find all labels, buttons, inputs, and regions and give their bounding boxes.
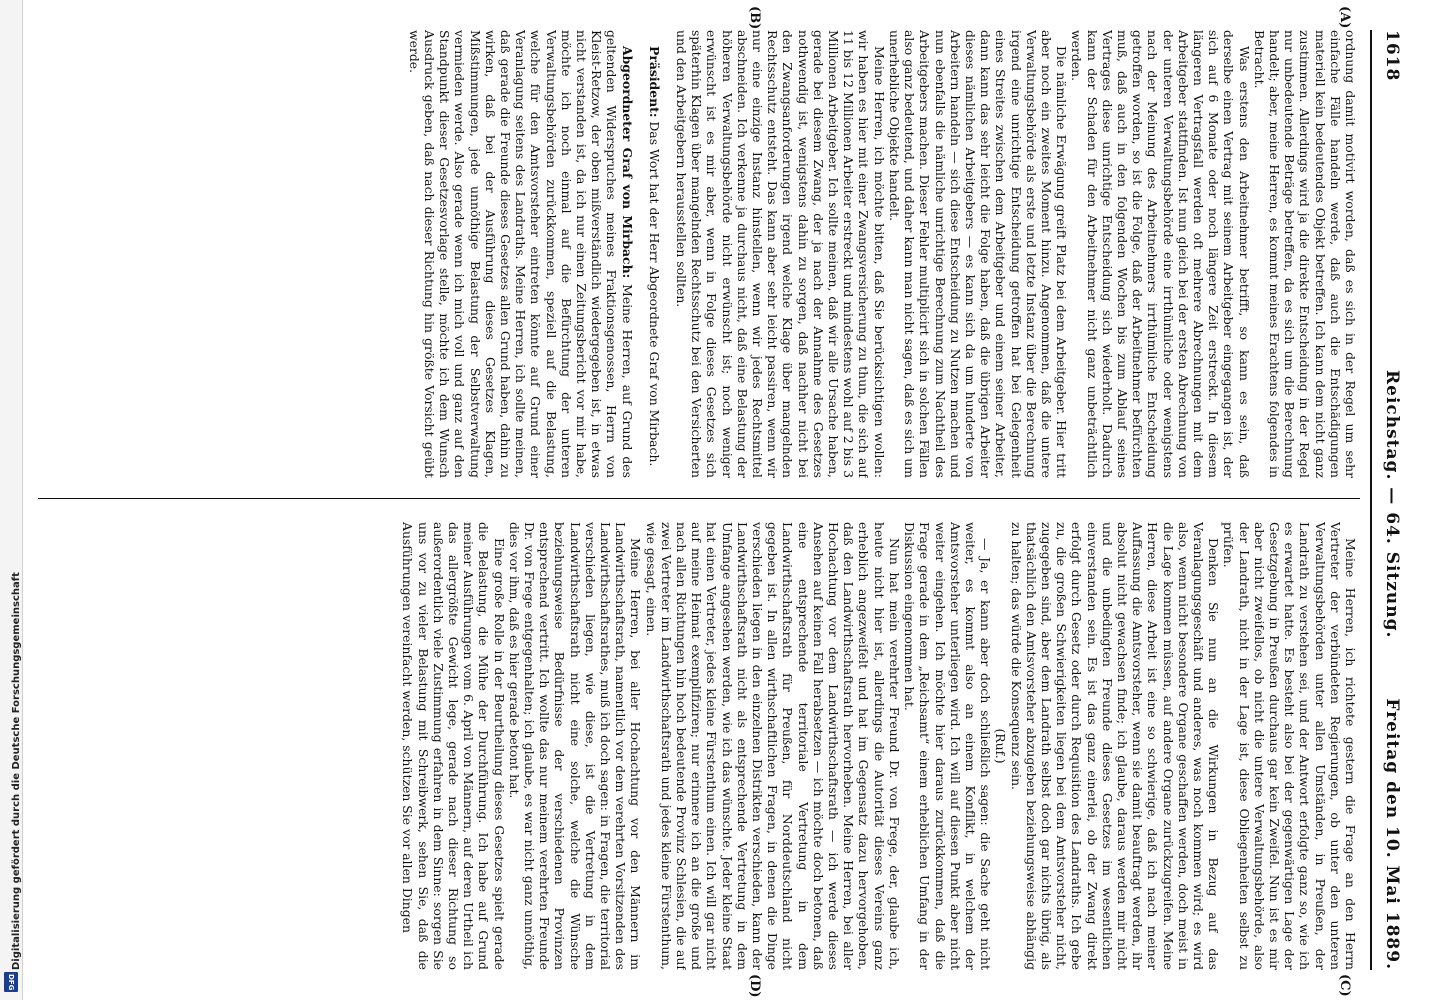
paragraph: Meine Herren, ich möchte bitten, daß Sie berücksichtigen wollen: wir haben es hier mit einer Zwangsversicherung zu thun, die sich auf 11 bis 12 Millionen Arbeiter erstreckt und mindestens wohl auf 2 bis 3 Millionen Arbeitgeber. Ich sollte meinen, daß wir alle Ursache haben, gerade bei diesem Zwang, der ja nach der Annahme des Gesetzes nothwendig ist, wenigstens dahin zu sorgen, daß nachher nicht bei den Zwangsanforderungen irgend welche Klage über mangelnden Rechtsschutz entsteht. Das kann aber sehr leicht passiren, wenn wir nur eine einzige Instanz hinstellen, wenn wir jedes Rechtsmittel abschneiden. Ich verkenne ja durchaus nicht, daß eine Belastung der höheren Verwaltungsbehörde nicht erwünscht ist; noch weniger erwünscht ist es mir aber, wenn in Folge dieses Gesetzes sich späterhin Klagen über mangelnden Rechtsschutz bei den Versicherten und den Arbeitgebern herausstellen sollten. <box>674 30 887 478</box>
margin-marker-d: (D) <box>747 974 762 998</box>
speaker-paragraph <box>407 30 635 478</box>
dfg-logo: DFG <box>4 972 18 992</box>
interjection: (Ruf.) <box>993 728 1009 764</box>
speaker-paragraph <box>647 30 662 478</box>
digitization-note-text: Digitalisierung gefördert durch die Deutsche Forschungsgemeinschaft <box>11 572 22 970</box>
digitization-note <box>0 0 23 1000</box>
right-column <box>38 522 1358 970</box>
paragraph: Meine Herren, ich richtete gestern die Frage an den Herrn Vertreter der verbündeten Regierungen, ob unter den unteren Verwaltungsbehörden unter allen Umständen, in Preußen, der Landrath zu verstehen sei, und der Antwort erfolgte ganz so, wie ich es erwartet hatte. Es besteht also bei der gegenwärtigen Lage der Gesetzgebung in Preußen durchaus gar kein Zweifel. Nun ist es mir aber nicht zweifellos, ob nicht die untere Verwaltungsbehörde, also der Landrath, nicht in der Lage ist, diese Obliegenheiten selbst zu prüfen. <box>1221 522 1358 970</box>
speech-text: Das Wort hat der Herr Abgeordnete Graf von Mirbach. <box>646 121 662 467</box>
newspaper-page <box>22 0 1432 1000</box>
speech-text: Meine Herren, auf Grund des geltenden Widerspruches meines Fraktionsgenossen, Herrn von Kleist-Retzow, der oben mißverständlich wiedergegeben ist, in etwas nicht verstanden ist, da ich nur einen Zeitungsbericht vor mir habe, möchte ich noch einmal auf die Befürchtung der unteren Verwaltungsbehörden zurückkommen, speziell auf die Belastung, welche für den Amtsvorsteher eintreten könnte auf Grund einer Veranlagung seitens des Landraths. Meine Herren, ich sollte meinen, daß gerade die Freunde dieses Gesetzes allen Grund haben, dahin zu wirken, daß bei der Ausführung dieses Gesetzes Klagen, Mißstimmungen, jede unnöthige Belastung der Selbstverwaltung vermieden werde. Also gerade wenn ich mich voll und ganz auf den Standpunkt dieser Gesetzesvorlage stelle, möchte ich dem Wunsch Ausdruck geben, daß nach dieser Richtung hin größte Vorsicht geübt werde. <box>406 30 635 478</box>
page-number: 1618 <box>1382 30 1402 82</box>
header-title: Reichstag. — 64. Sitzung. <box>1382 370 1402 639</box>
column-divider <box>38 498 1360 499</box>
margin-marker-a: (A) <box>1337 6 1352 29</box>
paragraph: Meine Herren, bei aller Hochachtung vor den Männern im Landwirthschaftsrath, namentlich vor dem verehrten Vorsitzenden des Landwirthschaftsrathes, muß ich doch sagen: in Fragen, die territorial verschieden liegen, wie diese, ist die Vertretung in dem Landwirthschaftsrath nicht eine solche, welche die Wünsche beziehungsweise Bedürfnisse der verschiedenen Provinzen entsprechend vertritt. Ich wollte das nur meinem verehrten Freunde Dr. von Frege entgegenhalten; ich glaube, es war nicht ganz unnöthig, dies vor ihm, daß es hier gerade betont hat. <box>506 522 644 970</box>
left-column <box>38 30 1358 478</box>
paragraph: Nun hat mein verehrter Freund Dr. von Frege, der, glaube ich, heute nicht hier ist, allerdings die Autorität dieses Vereins ganz erheblich angezweifelt und hat im Gegensatz dazu hervorgehoben, daß den Landwirthschaftsrath hervorheben. Meine Herren, bei aller Hochachtung vor dem Landwirthschaftsrath — ich werde dieses Ansehen auf keinen Fall herabsetzen — ich möchte doch betonen, daß eine entsprechende territoriale Vertretung in dem Landwirthschaftsrath für Preußen, für Norddeutschland nicht gegeben ist. In allen wirthschaftlichen Fragen, in denen die Dinge verschieden liegen in den einzelnen Distrikten verschieden, kann der Landwirthschaftsrath nicht als entsprechende Vertretung in dem Umfange angesehen werden, wie ich das wünschte. Jeder kleine Staat hat einen Vertreter, jedes kleine Fürstenthum einen. Ich will gar nicht auf meine Heimat exemplifiziren; nur erinnere ich an die große und nach allen Richtungen hin hoch bedeutende Provinz Schlesien, die auf zwei Vertreter im Landwirthschaftsrath und jedes kleine Fürstenthum, wie gesagt, einen. <box>643 522 902 970</box>
paragraph: ordnung damit motivirt worden, daß es sich in der Regel um sehr einfache Fälle handeln werde, daß auch die Entschädigungen materiell kein bedeutendes Objekt betreffen. Ich kann dem nicht ganz zustimmen. Allerdings wird ja die direkte Entscheidung in der Regel nur unbedeutende Beträge betreffen, da es sich um die Berechnung handelt; aber, meine Herren, es kommt meines Erachtens folgendes in Betracht. <box>1251 30 1358 478</box>
speaker-label: Abgeordneter Graf von Mirbach: <box>619 46 635 279</box>
page-header <box>1370 30 1410 970</box>
margin-marker-b: (B) <box>747 6 762 30</box>
paragraph: — Ja, er kann aber doch schließlich sagen: die Sache geht nicht weiter, es kommt also an einem Konflikt, in welchem der Amtsvorsteher unterliegen wird. Ich will auf diesen Punkt aber nicht weiter eingehen. Ich möchte hier daraus zurückkommen, daß die Frage gerade in dem „Reichsamt“ einem erheblichen Umfang in der Diskussion eingenommen hat. <box>902 522 994 970</box>
paragraph: Eine große Rolle in der Beurtheilung dieses Gesetzes spielt gerade die Belastung, die Mühe der Durchführung. Ich habe auf Grund meiner Ausführungen vom 6. April von Männern, auf deren Urtheil ich das allergrößte Gewicht lege, gerade nach dieser Richtung so außerordentlich viele Zustimmung erfahren in dem Sinne: sorgen Sie uns vor zu vieler Belastung mit Schreibwerk, sehen Sie, daß die Ausführungen vereinfacht werden, schützen Sie vor allen Dingen <box>400 522 507 970</box>
paragraph: Denken Sie nun an die Wirkungen in Bezug auf das Veranlagungsgeschäft und anderes, was noch kommen wird; es wird also, wenn nicht besondere Organe geschaffen werden, doch meist in die Lage kommen müssen, auf andere Organe zurückzugreifen. Meine Herren, diese Arbeit ist eine so schwierige, daß ich nach meiner Auffassung die Amtsvorsteher, wenn sie damit beauftragt werden, ihr absolut nicht gewachsen finde; ich glaube, daraus werden mir nicht und die unbedingten Freunde dieses Gesetzes im wesentlichen einverstanden sein. Es ist das ganz einerlei, ob der Zwang direkt erfolgt durch Gesetz oder durch Requisition des Landraths. Ich gebe zu, die großen Schwierigkeiten liegen bei dem Amtsvorsteher nicht, zugegeben sind, aber dem Landrath selbst doch gar nichts übrig, als thatsächlich den Amtsvorsteher abzugeben beziehungsweise abhängig zu halten; das würde die Konsequenz sein. <box>1008 522 1222 970</box>
paragraph: Die nämliche Erwägung greift Platz bei dem Arbeitgeber. Hier tritt aber noch ein zweites Moment hinzu. Angenommen, daß die untere Verwaltungsbehörde als erste und letzte Instanz über die Berechnung irgend eine unrichtige Entscheidung getroffen hat bei Gelegenheit eines Streites zwischen dem Arbeitgeber und einem seiner Arbeiter, dann kann das sehr leicht die Folge haben, daß die übrigen Arbeiter dieses nämlichen Arbeitgebers — es kann sich da um hunderte von Arbeitern handeln — sich diese Entscheidung zu Nutzen machen und nun ebenfalls die nämliche unrichtige Berechnung zum Nachtheil des Arbeitgebers machen. Dieser Fehler multiplicirt sich in solchen Fällen also ganz bedeutend, und daher kann man nicht sagen, daß es sich um unerhebliche Objekte handelt. <box>886 30 1070 478</box>
paragraph: Was erstens den Arbeitnehmer betrifft, so kann es sein, daß derselbe einen Vertrag mit seinem Arbeitgeber eingegangen ist, der sich auf 6 Monate oder noch längere Zeit erstreckt. In diesem längeren Vertragsfall werden oft mehrere Abrechnungen mit dem Arbeitgeber stattfinden. Ist nun gleich bei der ersten Abrechnung von der unteren Verwaltungsbehörde eine irrthümliche oder wenigstens nach der Meinung des Arbeitnehmers irrthümliche Entscheidung getroffen worden, so ist die Folge, daß der Arbeitnehmer befürchten muß, daß auch in den folgenden Wochen bis zum Ablauf seines Vertrages diese unrichtige Entscheidung sich wiederholt. Dadurch kann der Schaden für den Arbeitnehmer nicht ganz unbeträchtlich werden. <box>1069 30 1252 478</box>
margin-marker-c: (C) <box>1337 974 1352 997</box>
speaker-label: Präsident: <box>646 46 662 118</box>
header-date: Freitag den 10. Mai 1889. <box>1382 698 1402 970</box>
